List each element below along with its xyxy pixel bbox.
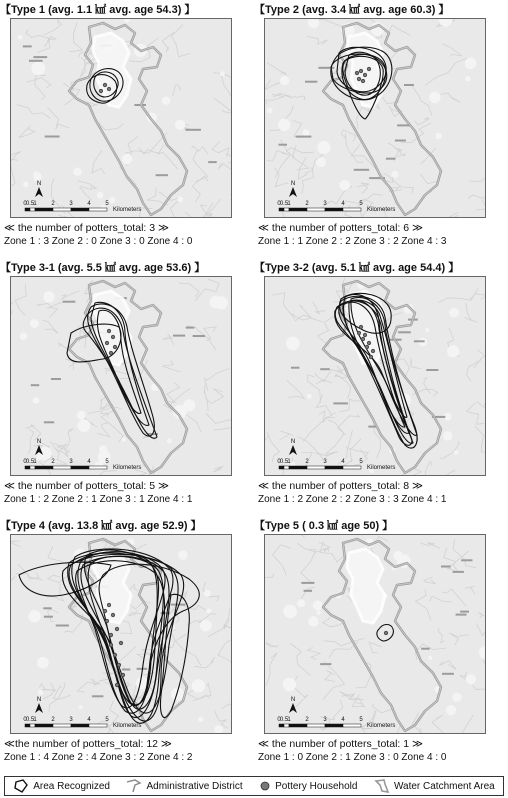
svg-text:Kilometers: Kilometers xyxy=(113,207,142,213)
svg-text:1: 1 xyxy=(287,201,291,207)
panel-title: 【Type 2 (avg. 3.4 ㎢ avg. age 60.3) 】 xyxy=(254,4,450,16)
svg-text:N: N xyxy=(290,439,296,445)
panel-title: 【Type 1 (avg. 1.1 ㎢ avg. age 54.3) 】 xyxy=(0,4,196,16)
map xyxy=(264,18,486,218)
svg-text:0: 0 xyxy=(277,459,281,465)
svg-text:N: N xyxy=(290,181,296,187)
svg-text:3: 3 xyxy=(323,459,327,465)
svg-text:2: 2 xyxy=(305,717,309,723)
zone-counts: Zone 1 : 2 Zone 2 : 1 Zone 3 : 1 Zone 4 : 1 xyxy=(4,494,193,505)
svg-text:2: 2 xyxy=(51,717,55,723)
svg-text:0.5: 0.5 xyxy=(25,459,35,465)
svg-text:0: 0 xyxy=(277,717,281,723)
svg-text:0.5: 0.5 xyxy=(25,717,35,723)
potter-total: ≪ the number of potters_total: 5 ≫ xyxy=(4,480,169,492)
potter-total: ≪the number of potters_total: 12 ≫ xyxy=(4,738,172,750)
svg-text:0: 0 xyxy=(23,717,27,723)
legend-district-label: Administrative District xyxy=(146,780,243,792)
zone-counts: Zone 1 : 3 Zone 2 : 0 Zone 3 : 0 Zone 4 : 0 xyxy=(4,236,193,247)
potter-total: ≪ the number of potters_total: 3 ≫ xyxy=(4,222,169,234)
svg-text:5: 5 xyxy=(105,201,109,207)
svg-text:1: 1 xyxy=(33,459,37,465)
panel-title: 【Type 3-1 (avg. 5.5 ㎢ avg. age 53.6) 】 xyxy=(0,262,206,274)
svg-text:5: 5 xyxy=(359,201,363,207)
svg-text:4: 4 xyxy=(87,717,91,723)
svg-text:1: 1 xyxy=(287,459,291,465)
legend-catchment xyxy=(374,779,495,793)
map xyxy=(264,276,486,476)
svg-text:Kilometers: Kilometers xyxy=(367,207,396,213)
svg-text:3: 3 xyxy=(69,201,73,207)
svg-text:Kilometers: Kilometers xyxy=(367,465,396,471)
zone-counts: Zone 1 : 0 Zone 2 : 1 Zone 3 : 0 Zone 4 : 0 xyxy=(258,752,447,763)
svg-text:0: 0 xyxy=(23,201,27,207)
zone-counts: Zone 1 : 4 Zone 2 : 4 Zone 3 : 2 Zone 4 : 2 xyxy=(4,752,193,763)
svg-text:2: 2 xyxy=(305,201,309,207)
svg-text:4: 4 xyxy=(341,201,345,207)
svg-text:N: N xyxy=(36,439,42,445)
svg-text:2: 2 xyxy=(51,201,55,207)
potter-total: ≪ the number of potters_total: 6 ≫ xyxy=(258,222,423,234)
potter-total: ≪ the number of potters_total: 1 ≫ xyxy=(258,738,423,750)
svg-text:4: 4 xyxy=(87,459,91,465)
map xyxy=(10,276,232,476)
svg-text:3: 3 xyxy=(323,201,327,207)
svg-text:5: 5 xyxy=(359,717,363,723)
svg-text:4: 4 xyxy=(341,459,345,465)
svg-text:5: 5 xyxy=(105,459,109,465)
administrative-district-icon xyxy=(126,779,142,793)
legend-area xyxy=(13,779,110,793)
svg-text:N: N xyxy=(290,697,296,703)
svg-text:Kilometers: Kilometers xyxy=(113,723,142,729)
legend-catchment-label: Water Catchment Area xyxy=(393,780,495,792)
legend-district xyxy=(126,779,242,793)
svg-text:4: 4 xyxy=(87,201,91,207)
map xyxy=(10,534,232,734)
svg-text:Kilometers: Kilometers xyxy=(367,723,396,729)
svg-text:5: 5 xyxy=(359,459,363,465)
panel-title: 【Type 5 ( 0.3 ㎢ age 50) 】 xyxy=(254,520,394,532)
panel-title: 【Type 4 (avg. 13.8 ㎢ avg. age 52.9) 】 xyxy=(0,520,202,532)
legend-area-label: Area Recognized xyxy=(33,780,110,792)
svg-text:3: 3 xyxy=(69,717,73,723)
area-recognized-icon xyxy=(13,779,29,793)
map xyxy=(264,534,486,734)
svg-text:Kilometers: Kilometers xyxy=(113,465,142,471)
svg-text:3: 3 xyxy=(69,459,73,465)
svg-text:1: 1 xyxy=(287,717,291,723)
water-catchment-icon xyxy=(374,779,390,793)
zone-counts: Zone 1 : 2 Zone 2 : 2 Zone 3 : 3 Zone 4 : 1 xyxy=(258,494,447,505)
potter-total: ≪ the number of potters_total: 8 ≫ xyxy=(258,480,423,492)
svg-text:0.5: 0.5 xyxy=(279,717,289,723)
svg-text:3: 3 xyxy=(323,717,327,723)
pottery-household-icon xyxy=(259,780,271,792)
map xyxy=(10,18,232,218)
svg-text:0: 0 xyxy=(277,201,281,207)
svg-text:5: 5 xyxy=(105,717,109,723)
svg-text:1: 1 xyxy=(33,717,37,723)
svg-text:N: N xyxy=(36,181,42,187)
svg-text:N: N xyxy=(36,697,42,703)
svg-text:0.5: 0.5 xyxy=(25,201,35,207)
svg-text:0.5: 0.5 xyxy=(279,201,289,207)
svg-text:0: 0 xyxy=(23,459,27,465)
panel-title: 【Type 3-2 (avg. 5.1 ㎢ avg. age 54.4) 】 xyxy=(254,262,460,274)
svg-text:2: 2 xyxy=(51,459,55,465)
svg-text:4: 4 xyxy=(341,717,345,723)
legend-household-label: Pottery Household xyxy=(275,780,358,792)
legend-household xyxy=(259,780,357,792)
svg-text:0.5: 0.5 xyxy=(279,459,289,465)
zone-counts: Zone 1 : 1 Zone 2 : 2 Zone 3 : 2 Zone 4 : 3 xyxy=(258,236,447,247)
legend xyxy=(4,776,504,796)
svg-text:2: 2 xyxy=(305,459,309,465)
svg-text:1: 1 xyxy=(33,201,37,207)
